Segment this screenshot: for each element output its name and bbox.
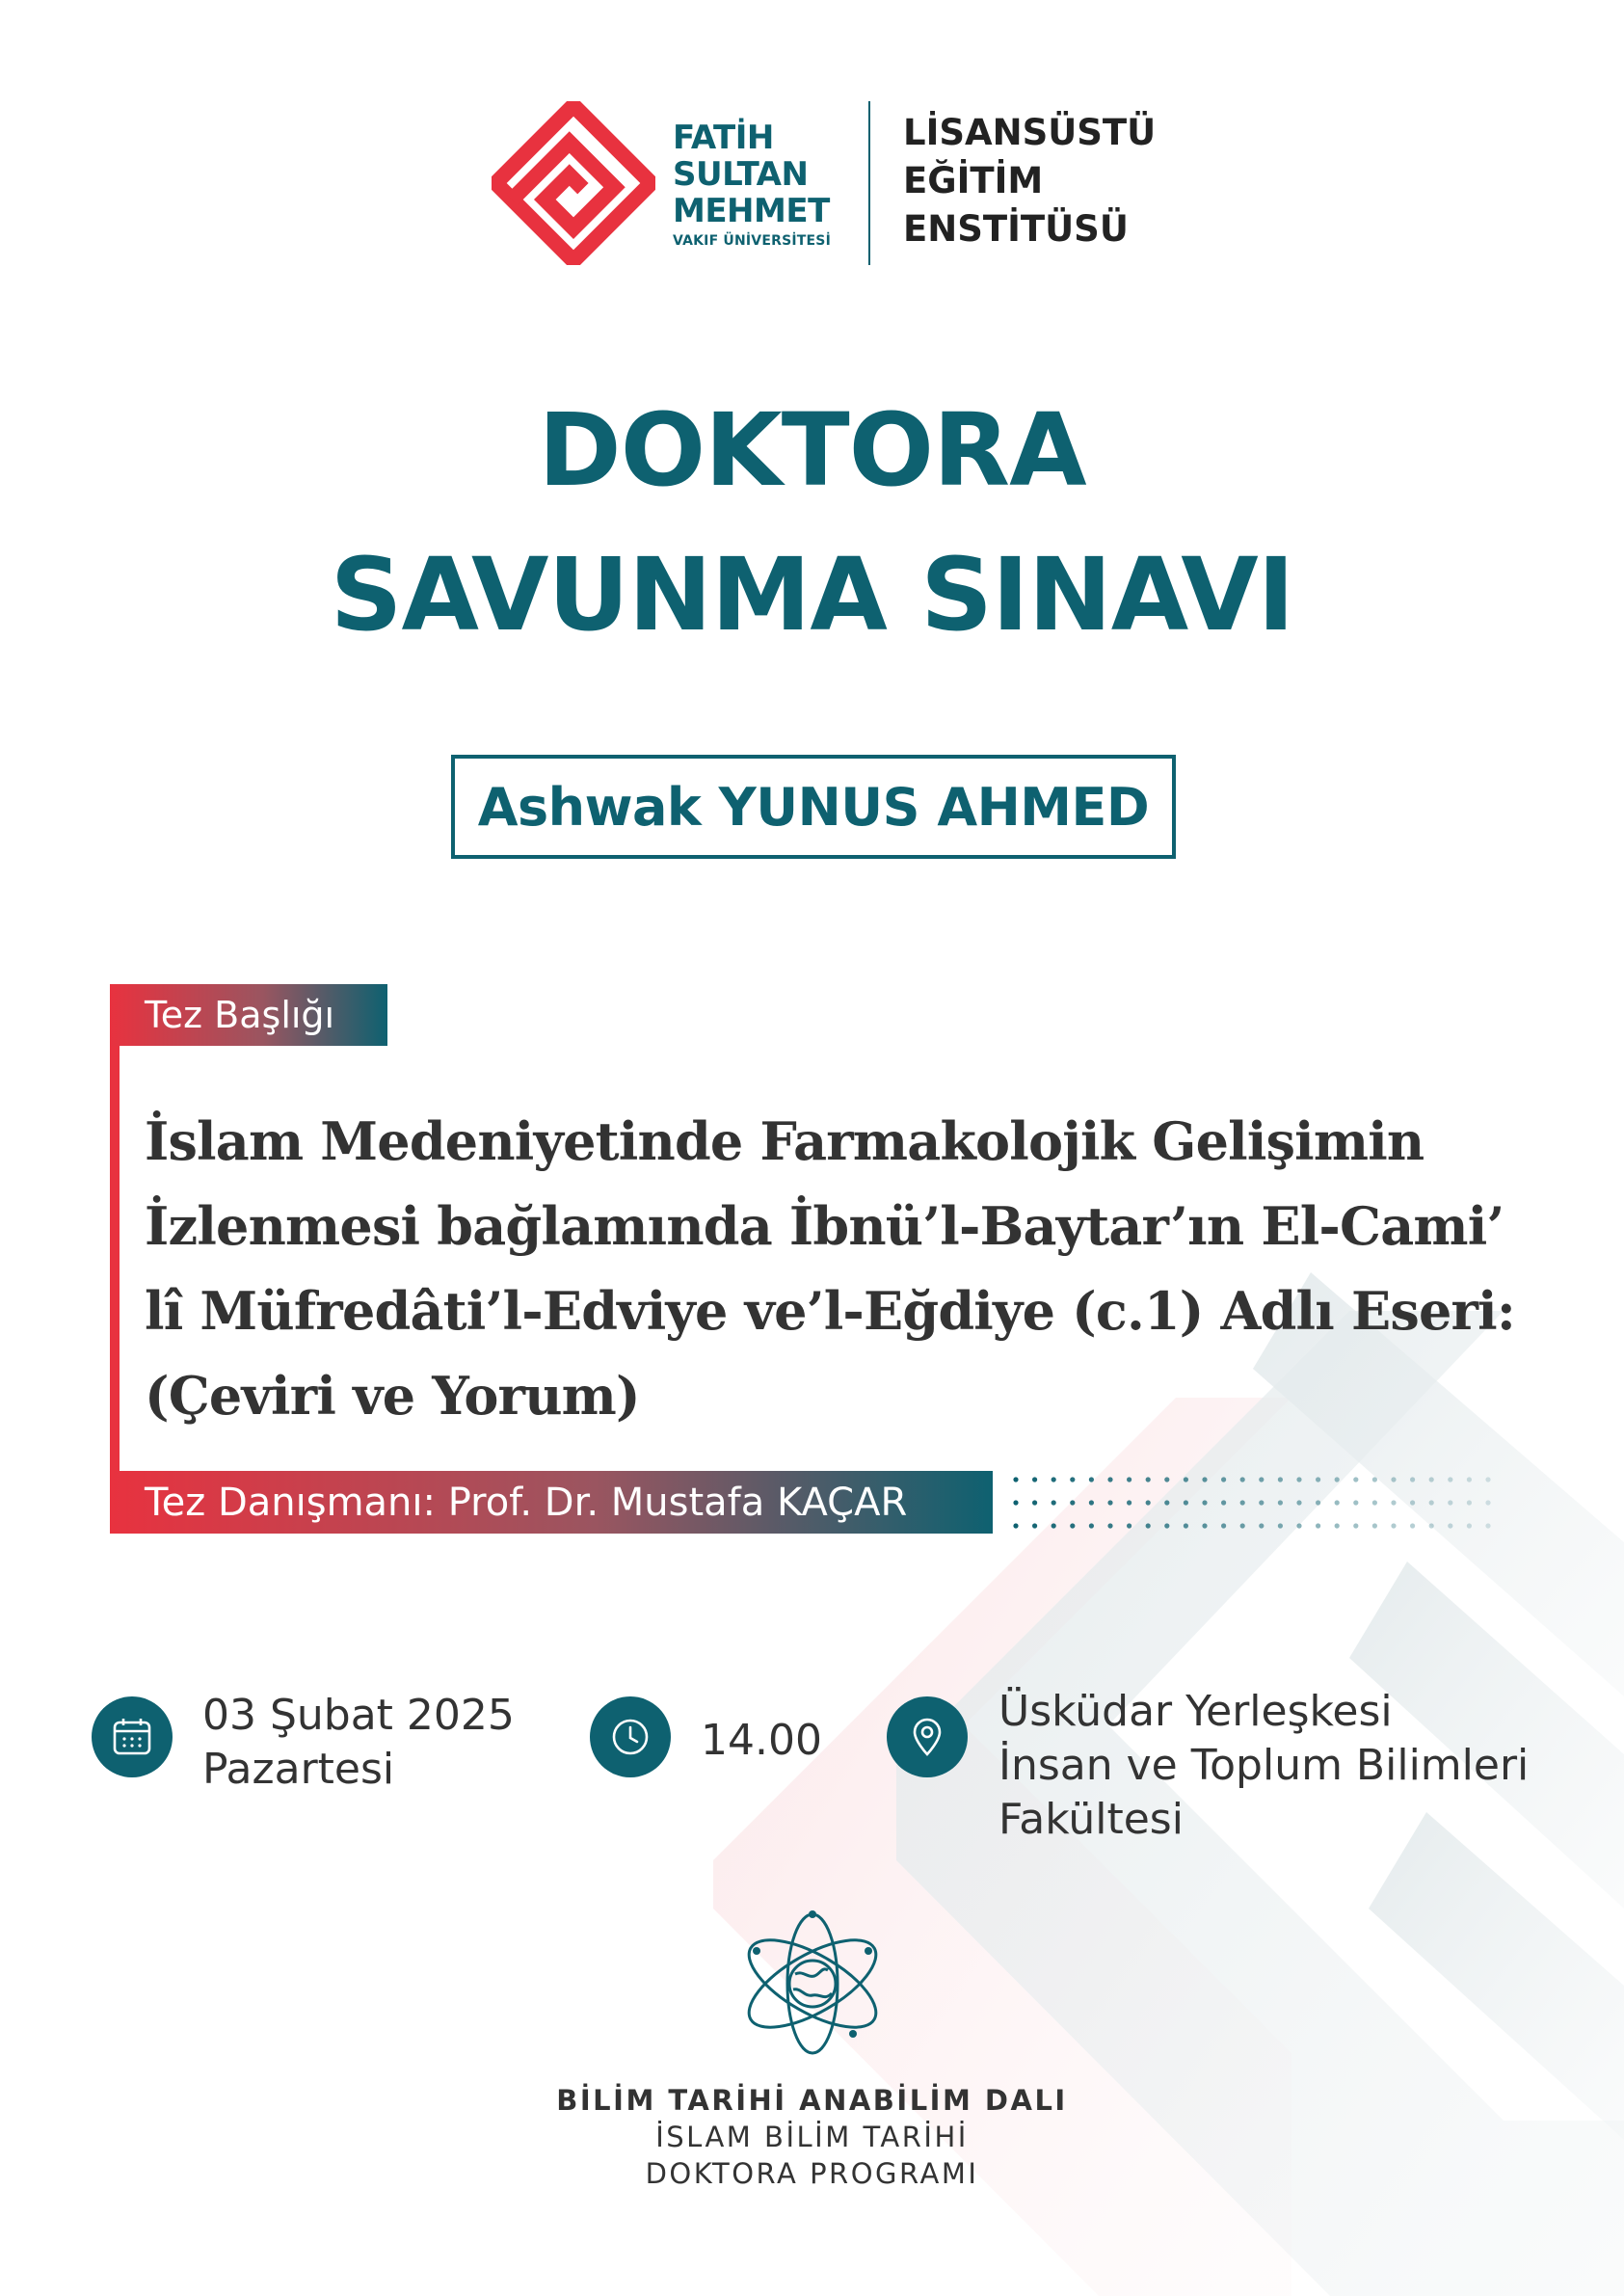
thesis-title-line: (Çeviri ve Yorum) (145, 1365, 640, 1427)
university-sub: VAKIF ÜNİVERSİTESİ (673, 233, 831, 249)
institute-line: LİSANSÜSTÜ (903, 112, 1157, 153)
department-info (0, 2082, 1624, 2192)
event-date-line: 03 Şubat 2025 (202, 1691, 515, 1740)
thesis-title-line: İslam Medeniyetinde Farmakolojik Gelişimin (145, 1110, 1424, 1172)
location-line: İnsan ve Toplum Bilimleri (998, 1741, 1530, 1790)
dot-pattern (1010, 1472, 1504, 1534)
program-line: DOKTORA PROGRAMI (645, 2157, 979, 2190)
program-line: İSLAM BİLİM TARİHİ (655, 2121, 969, 2153)
institute-name (903, 109, 1156, 254)
title-line-2: SAVUNMA SINAVI (330, 536, 1294, 654)
university-name (673, 120, 831, 251)
event-day-line: Pazartesi (202, 1745, 395, 1794)
event-location (998, 1685, 1529, 1847)
candidate-name: Ashwak YUNUS AHMED (477, 776, 1150, 838)
clock-icon (590, 1696, 671, 1777)
calendar-icon (92, 1696, 173, 1777)
university-line: MEHMET (673, 192, 830, 230)
event-time: 14.00 (701, 1716, 822, 1765)
title-line-1: DOKTORA (538, 391, 1086, 509)
thesis-accent-bar (110, 984, 120, 1534)
event-date (202, 1689, 515, 1797)
university-line: FATİH (673, 119, 774, 157)
institute-line: ENSTİTÜSÜ (903, 208, 1129, 250)
location-line: Fakültesi (998, 1795, 1184, 1844)
university-line: SULTAN (673, 155, 809, 194)
thesis-title-line: İzlenmesi bağlamında İbnü’l-Baytar’ın El-Cami’ (145, 1195, 1504, 1257)
thesis-title-line: lî Müfredâti’l-Edviye ve’l-Eğdiye (c.1) Adlı Eseri: (145, 1280, 1515, 1342)
globe-atom-icon (737, 1909, 888, 2059)
candidate-name-box (451, 755, 1176, 859)
institute-line: EĞİTİM (903, 160, 1044, 201)
thesis-advisor: Tez Danışmanı: Prof. Dr. Mustafa KAÇAR (110, 1471, 993, 1534)
thesis-label: Tez Başlığı (110, 984, 387, 1046)
department-name: BİLİM TARİHİ ANABİLİM DALI (556, 2084, 1068, 2117)
thesis-title (145, 1099, 1552, 1438)
page-title (0, 378, 1624, 667)
location-line: Üsküdar Yerleşkesi (998, 1687, 1393, 1736)
location-pin-icon (887, 1696, 968, 1777)
header-divider (868, 101, 870, 265)
fsm-logo-mark (492, 101, 655, 265)
